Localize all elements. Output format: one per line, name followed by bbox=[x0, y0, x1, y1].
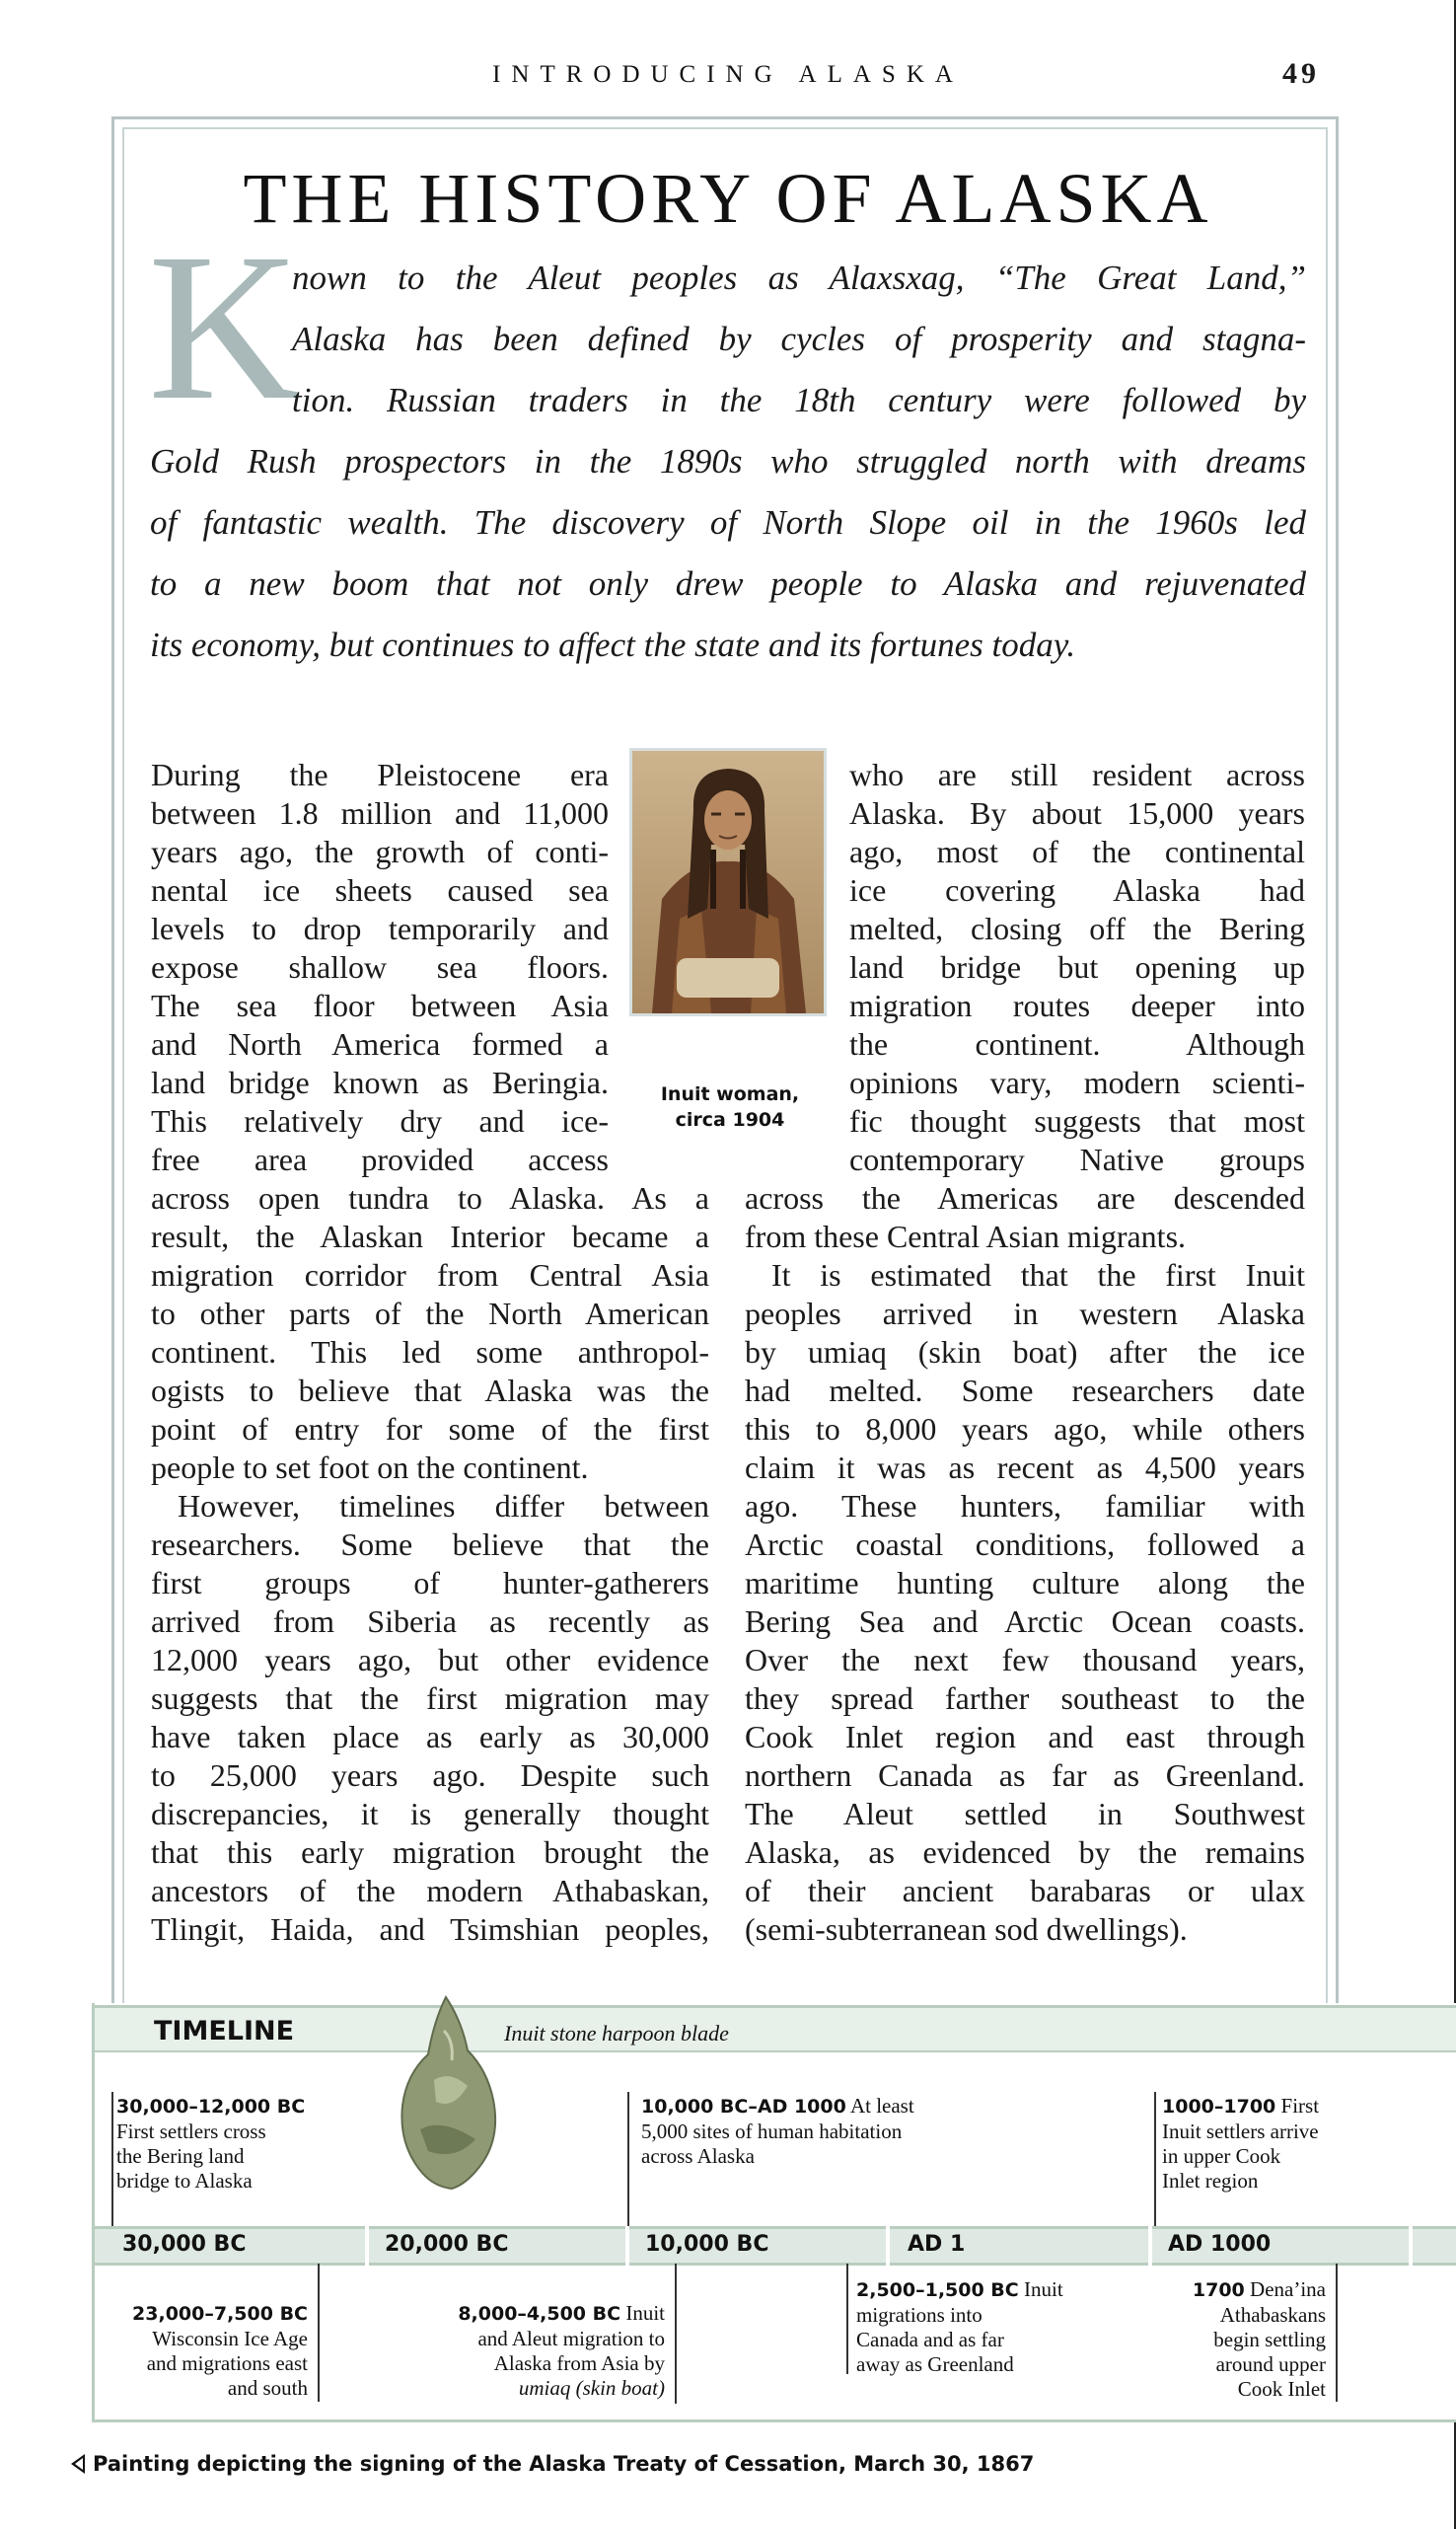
event-date: 10,000 BC–AD 1000 bbox=[641, 2096, 846, 2118]
body-line: land bridge known as Beringia. bbox=[151, 1065, 609, 1100]
body-line: to other parts of the North American bbox=[151, 1296, 709, 1331]
body-line: levels to drop temporarily and bbox=[151, 911, 609, 946]
event-text: First bbox=[1280, 2094, 1320, 2118]
timeline-leader-line bbox=[627, 2092, 629, 2228]
body-line: researchers. Some believe that the bbox=[151, 1526, 709, 1562]
event-line: Canada and as far bbox=[856, 2328, 1004, 2351]
event-line: away as Greenland bbox=[856, 2352, 1014, 2376]
body-line: to 25,000 years ago. Despite such bbox=[151, 1757, 709, 1793]
body-line: arrived from Siberia as recently as bbox=[151, 1603, 709, 1639]
event-line: First settlers cross bbox=[116, 2120, 266, 2143]
body-line: The sea floor between Asia bbox=[151, 988, 609, 1023]
event-line: Inlet region bbox=[1162, 2169, 1259, 2193]
body-line: ancestors of the modern Athabaskan, bbox=[151, 1873, 709, 1908]
body-line: migration routes deeper into bbox=[849, 988, 1305, 1023]
photo-caption-line: circa 1904 bbox=[675, 1109, 785, 1131]
event-line: migrations into bbox=[856, 2303, 983, 2327]
drop-cap: K bbox=[148, 210, 301, 444]
body-line: across the Americas are descended bbox=[745, 1180, 1305, 1216]
timeline-title: TIMELINE bbox=[154, 2016, 295, 2046]
timeline-leader-line bbox=[111, 2092, 113, 2228]
body-line: they spread farther southeast to the bbox=[745, 1680, 1305, 1716]
event-date: 8,000–4,500 BC bbox=[458, 2303, 621, 2325]
timeline-leader-line bbox=[318, 2264, 320, 2402]
timeline-header-bar bbox=[92, 2005, 1456, 2052]
body-line: Bering Sea and Arctic Ocean coasts. bbox=[745, 1603, 1305, 1639]
page-number: 49 bbox=[1282, 57, 1320, 90]
timeline-event bbox=[414, 2301, 665, 2401]
event-line: Inuit settlers arrive bbox=[1162, 2120, 1319, 2143]
axis-separator bbox=[625, 2226, 629, 2266]
photo-caption bbox=[621, 1081, 838, 1133]
body-line: melted, closing off the Bering bbox=[849, 911, 1305, 946]
body-line: opinions vary, modern scienti- bbox=[849, 1065, 1305, 1100]
timeline-image-caption: Inuit stone harpoon blade bbox=[504, 2021, 729, 2046]
body-line: discrepancies, it is generally thought bbox=[151, 1796, 709, 1831]
body-line: (semi-subterranean sod dwellings). bbox=[745, 1911, 1188, 1947]
event-line: and Aleut migration to bbox=[477, 2327, 665, 2350]
timeline-event bbox=[1128, 2277, 1326, 2402]
body-line: Alaska, as evidenced by the remains bbox=[745, 1834, 1305, 1870]
body-line: have taken place as early as 30,000 bbox=[151, 1719, 709, 1754]
footer-caption-text: Painting depicting the signing of the Alaska Treaty of Cessation, March 30, 1867 bbox=[93, 2452, 1035, 2476]
body-line: first groups of hunter-gatherers bbox=[151, 1565, 709, 1600]
page-title: THE HISTORY OF ALASKA bbox=[243, 159, 1213, 238]
event-line: in upper Cook bbox=[1162, 2144, 1281, 2168]
body-line: suggests that the first migration may bbox=[151, 1680, 709, 1716]
intro-line: of fantastic wealth. The discovery of North Slope oil in the 1960s led bbox=[150, 503, 1306, 542]
body-line: between 1.8 million and 11,000 bbox=[151, 795, 609, 831]
body-line: of their ancient barabaras or ulax bbox=[745, 1873, 1305, 1908]
body-line: Alaska. By about 15,000 years bbox=[849, 795, 1305, 831]
body-line: continent. This led some anthropol- bbox=[151, 1334, 709, 1370]
body-line: who are still resident across bbox=[849, 757, 1305, 792]
event-line: the Bering land bbox=[116, 2144, 245, 2168]
intro-line: its economy, but continues to affect the state and its fortunes today. bbox=[150, 626, 1076, 664]
body-line: claim it was as recent as 4,500 years bbox=[745, 1450, 1305, 1485]
axis-label: 30,000 BC bbox=[122, 2232, 247, 2257]
event-date: 23,000–7,500 BC bbox=[132, 2303, 308, 2325]
axis-label: AD 1000 bbox=[1168, 2232, 1272, 2257]
event-date: 1000–1700 bbox=[1162, 2096, 1276, 2118]
intro-line: to a new boom that not only drew people to Alaska and rejuvenated bbox=[150, 564, 1306, 603]
body-line: The Aleut settled in Southwest bbox=[745, 1796, 1305, 1831]
event-line: around upper bbox=[1215, 2352, 1326, 2376]
event-line: and migrations east bbox=[146, 2351, 308, 2375]
body-line: that this early migration brought the bbox=[151, 1834, 709, 1870]
timeline-event bbox=[1162, 2094, 1389, 2194]
event-line: and south bbox=[227, 2376, 308, 2400]
axis-separator bbox=[1148, 2226, 1152, 2266]
event-date: 2,500–1,500 BC bbox=[856, 2279, 1019, 2301]
event-date: 1700 bbox=[1192, 2279, 1245, 2301]
body-line: years ago, the growth of conti- bbox=[151, 834, 609, 869]
body-line: 12,000 years ago, but other evidence bbox=[151, 1642, 709, 1677]
body-line: Arctic coastal conditions, followed a bbox=[745, 1526, 1305, 1562]
body-line: and North America formed a bbox=[151, 1026, 609, 1062]
event-text: Inuit bbox=[625, 2301, 665, 2325]
event-date: 30,000–12,000 BC bbox=[116, 2096, 306, 2118]
intro-line: Gold Rush prospectors in the 1890s who struggled north with dreams bbox=[150, 442, 1306, 481]
body-line: nental ice sheets caused sea bbox=[151, 872, 609, 908]
body-line: Cook Inlet region and east through bbox=[745, 1719, 1305, 1754]
event-line: begin settling bbox=[1213, 2328, 1326, 2351]
body-line: expose shallow sea floors. bbox=[151, 949, 609, 985]
event-line: Alaska from Asia by bbox=[493, 2351, 665, 2375]
event-text: Inuit bbox=[1024, 2277, 1063, 2301]
inuit-woman-photo bbox=[629, 748, 827, 1016]
body-line: northern Canada as far as Greenland. bbox=[745, 1757, 1305, 1793]
axis-label: 20,000 BC bbox=[385, 2232, 509, 2257]
body-line: maritime hunting culture along the bbox=[745, 1565, 1305, 1600]
event-line: bridge to Alaska bbox=[116, 2169, 253, 2193]
body-line: result, the Alaskan Interior became a bbox=[151, 1219, 709, 1254]
running-header: INTRODUCING ALASKA bbox=[492, 61, 964, 88]
body-line: peoples arrived in western Alaska bbox=[745, 1296, 1305, 1331]
timeline-event bbox=[99, 2301, 308, 2401]
body-line: ogists to believe that Alaska was the bbox=[151, 1373, 709, 1408]
timeline-leader-line bbox=[675, 2264, 677, 2404]
footer-caption bbox=[71, 2452, 1034, 2476]
body-line: from these Central Asian migrants. bbox=[745, 1219, 1187, 1254]
axis-label: 10,000 BC bbox=[645, 2232, 769, 2257]
pointer-left-icon bbox=[71, 2454, 85, 2474]
timeline-bottom-rule bbox=[92, 2419, 1456, 2422]
body-line: the continent. Although bbox=[849, 1026, 1305, 1062]
body-line: migration corridor from Central Asia bbox=[151, 1257, 709, 1293]
timeline-leader-line bbox=[1154, 2092, 1156, 2228]
body-line: This relatively dry and ice- bbox=[151, 1103, 609, 1139]
body-line: by umiaq (skin boat) after the ice bbox=[745, 1334, 1305, 1370]
event-line: umiaq (skin boat) bbox=[518, 2376, 665, 2400]
body-line: During the Pleistocene era bbox=[151, 757, 609, 792]
event-line: across Alaska bbox=[641, 2144, 755, 2168]
body-line: point of entry for some of the first bbox=[151, 1411, 709, 1447]
event-text: At least bbox=[849, 2094, 914, 2118]
event-text: Dena’ina bbox=[1250, 2277, 1326, 2301]
axis-separator bbox=[365, 2226, 369, 2266]
event-line: Cook Inlet bbox=[1237, 2377, 1326, 2401]
timeline-event bbox=[641, 2094, 977, 2169]
body-line: Tlingit, Haida, and Tsimshian peoples, bbox=[151, 1911, 709, 1947]
body-line: ice covering Alaska had bbox=[849, 872, 1305, 908]
harpoon-blade-image bbox=[385, 1991, 513, 2194]
timeline-event bbox=[856, 2277, 1073, 2377]
timeline-leader-line bbox=[846, 2264, 848, 2374]
body-line: It is estimated that the first Inuit bbox=[771, 1257, 1305, 1293]
timeline-event bbox=[116, 2094, 314, 2194]
body-line: had melted. Some researchers date bbox=[745, 1373, 1305, 1408]
intro-line: nown to the Aleut peoples as Alaxsxag, “The Great Land,” bbox=[292, 259, 1306, 297]
body-line: land bridge but opening up bbox=[849, 949, 1305, 985]
body-line: this to 8,000 years ago, while others bbox=[745, 1411, 1305, 1447]
event-line: 5,000 sites of human habitation bbox=[641, 2120, 903, 2143]
timeline-leader-line bbox=[1336, 2264, 1338, 2402]
body-line: ago, most of the continental bbox=[849, 834, 1305, 869]
intro-line: tion. Russian traders in the 18th century were followed by bbox=[292, 381, 1306, 419]
axis-separator bbox=[886, 2226, 890, 2266]
body-line: ago. These hunters, familiar with bbox=[745, 1488, 1305, 1524]
body-line: across open tundra to Alaska. As a bbox=[151, 1180, 709, 1216]
body-line: However, timelines differ between bbox=[178, 1488, 709, 1524]
axis-label: AD 1 bbox=[908, 2232, 966, 2257]
event-line: Athabaskans bbox=[1219, 2303, 1326, 2327]
event-line: Wisconsin Ice Age bbox=[152, 2327, 308, 2350]
photo-caption-line: Inuit woman, bbox=[660, 1083, 800, 1105]
body-line: free area provided access bbox=[151, 1142, 609, 1177]
body-line: fic thought suggests that most bbox=[849, 1103, 1305, 1139]
timeline-left-rule bbox=[92, 2003, 95, 2421]
axis-separator bbox=[1409, 2226, 1413, 2266]
intro-line: Alaska has been defined by cycles of prosperity and stagna- bbox=[292, 320, 1306, 358]
body-line: people to set foot on the continent. bbox=[151, 1450, 589, 1485]
body-line: contemporary Native groups bbox=[849, 1142, 1305, 1177]
body-line: Over the next few thousand years, bbox=[745, 1642, 1305, 1677]
